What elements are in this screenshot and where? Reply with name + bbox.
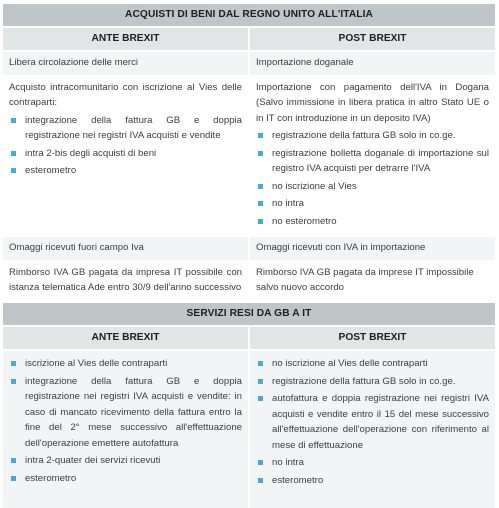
bullet-square-icon <box>11 379 16 384</box>
cell-text: Libera circolazione delle merci <box>9 57 139 68</box>
cell-post <box>249 236 495 261</box>
list-item: esterometro <box>256 473 489 489</box>
cell-ante <box>3 261 249 300</box>
bullet-square-icon <box>258 396 263 401</box>
list-item: integrazione della fattura GB e doppia registrazione nei registri IVA acquisti e vendite <box>9 113 242 144</box>
column-header-ante: ANTE BREXIT <box>3 27 249 51</box>
list-item: registrazione della fattura GB solo in co.ge. <box>256 128 489 144</box>
column-header-ante: ANTE BREXIT <box>3 326 249 350</box>
table-acquisti-beni <box>3 4 495 300</box>
list-item: no iscrizione al Vies <box>256 179 489 195</box>
cell-ante <box>3 76 249 237</box>
list-item: esterometro <box>9 471 242 487</box>
cell-post <box>249 76 495 237</box>
cell-post <box>249 51 495 76</box>
bullet-square-icon <box>258 460 263 465</box>
table-row <box>3 76 495 237</box>
table-row <box>3 261 495 300</box>
list-item: integrazione della fattura GB e doppia registrazione nei registri IVA acquisti e vendite: in caso di mancato ricevimento della fattura entro la fine del 2° mese successivo all'effettuazione dell'operazione emettere autofattura <box>9 374 242 452</box>
bullet-square-icon <box>258 184 263 189</box>
cell-text: Omaggi ricevuti con IVA in importazione <box>256 242 426 253</box>
cell-text: Importazione doganale <box>256 57 354 68</box>
cell-text: Acquisto intracomunitario con iscrizione al Vies delle contraparti: <box>9 81 242 108</box>
table-row <box>3 236 495 261</box>
list-item: esterometro <box>9 163 242 179</box>
bullet-square-icon <box>11 458 16 463</box>
cell-text: Rimborso IVA GB pagata da impresa IT possibile con istanza telematica Ade entro 30/9 dell'anno successivo <box>9 266 242 293</box>
list-item: intra 2-bis degli acquisti di beni <box>9 146 242 162</box>
list-item: autofattura e doppia registrazione nei registri IVA acquisti e vendite entro il 15 del mese successivo all'effettuazione dell'operazione con riferimento al mese di effettuazione <box>256 391 489 453</box>
list-item: iscrizione al Vies delle contraparti <box>9 356 242 372</box>
column-header-post: POST BREXIT <box>249 326 495 350</box>
bullet-square-icon <box>11 168 16 173</box>
table-servizi-resi <box>3 303 495 508</box>
list-item: registrazione bolletta doganale di importazione sul registro IVA acquisti per detrarre l'IVA <box>256 146 489 177</box>
list-item: no esterometro <box>256 214 489 230</box>
bullet-square-icon <box>11 361 16 366</box>
list-item: no intra <box>256 196 489 212</box>
list-item: no intra <box>256 455 489 471</box>
section-title: ACQUISTI DI BENI DAL REGNO UNITO ALL'ITALIA <box>3 4 495 27</box>
bullet-square-icon <box>258 361 263 366</box>
cell-ante <box>3 236 249 261</box>
cell-ante <box>3 350 249 508</box>
list-item: registrazione della fattura GB solo in co.ge. <box>256 374 489 390</box>
cell-text: Importazione con pagamento dell'IVA in Dogana (Salvo immissione in libera pratica in altro Stato UE o in IT con introduzione in un deposito IVA) <box>256 81 490 124</box>
cell-text: Omaggi ricevuti fuori campo Iva <box>9 242 144 253</box>
bullet-square-icon <box>11 151 16 156</box>
list-item: no iscrizione al Vies delle contraparti <box>256 356 489 372</box>
bullet-square-icon <box>258 379 263 384</box>
table-row <box>3 350 495 508</box>
bullet-square-icon <box>11 476 16 481</box>
list-item: intra 2-quater dei servizi ricevuti <box>9 453 242 469</box>
cell-text: Rimborso IVA GB pagata da imprese IT impossibile salvo nuovo accordo <box>256 266 474 293</box>
cell-post <box>249 261 495 300</box>
bullet-square-icon <box>258 478 263 483</box>
table-row <box>3 51 495 76</box>
bullet-square-icon <box>258 133 263 138</box>
cell-ante <box>3 51 249 76</box>
column-header-post: POST BREXIT <box>249 27 495 51</box>
bullet-square-icon <box>258 201 263 206</box>
bullet-square-icon <box>11 118 16 123</box>
cell-post <box>249 350 495 508</box>
bullet-square-icon <box>258 151 263 156</box>
section-title: SERVIZI RESI DA GB A IT <box>3 303 495 326</box>
bullet-square-icon <box>258 219 263 224</box>
